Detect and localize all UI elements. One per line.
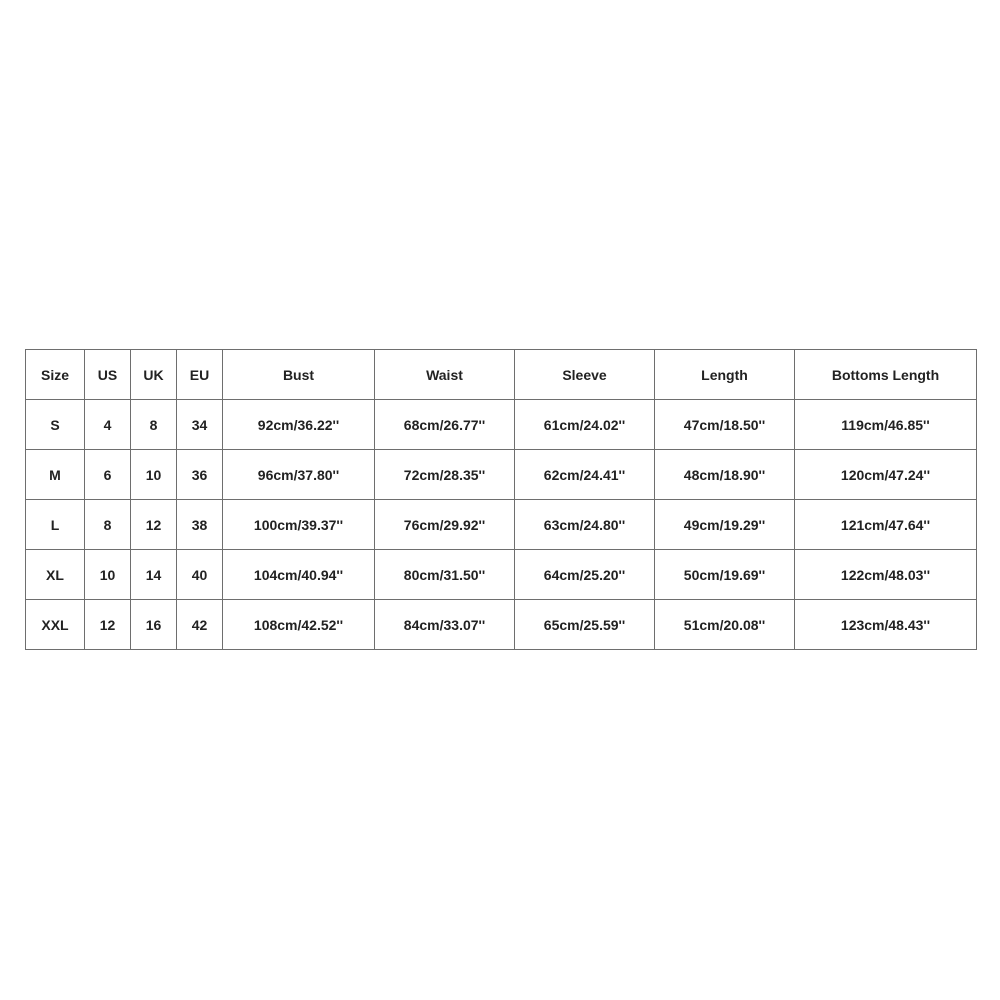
- table-row: [26, 450, 977, 500]
- cell-sleeve: 61cm/24.02'': [515, 400, 655, 450]
- header-bust: Bust: [223, 350, 375, 400]
- table-row: [26, 500, 977, 550]
- cell-eu: 38: [177, 500, 223, 550]
- cell-sleeve: 63cm/24.80'': [515, 500, 655, 550]
- cell-bottoms-length: 120cm/47.24'': [795, 450, 977, 500]
- cell-uk: 12: [131, 500, 177, 550]
- cell-bottoms-length: 123cm/48.43'': [795, 600, 977, 650]
- cell-length: 47cm/18.50'': [655, 400, 795, 450]
- cell-us: 12: [85, 600, 131, 650]
- cell-us: 4: [85, 400, 131, 450]
- cell-bust: 96cm/37.80'': [223, 450, 375, 500]
- cell-length: 50cm/19.69'': [655, 550, 795, 600]
- cell-bust: 108cm/42.52'': [223, 600, 375, 650]
- cell-uk: 14: [131, 550, 177, 600]
- header-sleeve: Sleeve: [515, 350, 655, 400]
- cell-uk: 10: [131, 450, 177, 500]
- header-bottoms-length: Bottoms Length: [795, 350, 977, 400]
- table-header-row: [26, 350, 977, 400]
- cell-waist: 76cm/29.92'': [375, 500, 515, 550]
- cell-size: S: [26, 400, 85, 450]
- header-waist: Waist: [375, 350, 515, 400]
- cell-length: 48cm/18.90'': [655, 450, 795, 500]
- cell-length: 49cm/19.29'': [655, 500, 795, 550]
- cell-us: 6: [85, 450, 131, 500]
- cell-bust: 104cm/40.94'': [223, 550, 375, 600]
- cell-eu: 34: [177, 400, 223, 450]
- cell-size: XXL: [26, 600, 85, 650]
- cell-us: 10: [85, 550, 131, 600]
- cell-bust: 92cm/36.22'': [223, 400, 375, 450]
- cell-eu: 40: [177, 550, 223, 600]
- cell-eu: 42: [177, 600, 223, 650]
- cell-eu: 36: [177, 450, 223, 500]
- cell-bust: 100cm/39.37'': [223, 500, 375, 550]
- header-uk: UK: [131, 350, 177, 400]
- cell-sleeve: 64cm/25.20'': [515, 550, 655, 600]
- cell-sleeve: 62cm/24.41'': [515, 450, 655, 500]
- table-row: [26, 550, 977, 600]
- cell-us: 8: [85, 500, 131, 550]
- cell-size: M: [26, 450, 85, 500]
- cell-waist: 80cm/31.50'': [375, 550, 515, 600]
- header-length: Length: [655, 350, 795, 400]
- cell-bottoms-length: 122cm/48.03'': [795, 550, 977, 600]
- header-us: US: [85, 350, 131, 400]
- cell-size: L: [26, 500, 85, 550]
- header-eu: EU: [177, 350, 223, 400]
- cell-waist: 84cm/33.07'': [375, 600, 515, 650]
- table-row: [26, 400, 977, 450]
- cell-sleeve: 65cm/25.59'': [515, 600, 655, 650]
- cell-waist: 72cm/28.35'': [375, 450, 515, 500]
- cell-waist: 68cm/26.77'': [375, 400, 515, 450]
- cell-uk: 8: [131, 400, 177, 450]
- header-size: Size: [26, 350, 85, 400]
- cell-uk: 16: [131, 600, 177, 650]
- cell-length: 51cm/20.08'': [655, 600, 795, 650]
- size-chart-table: [25, 349, 977, 650]
- cell-size: XL: [26, 550, 85, 600]
- table-row: [26, 600, 977, 650]
- cell-bottoms-length: 121cm/47.64'': [795, 500, 977, 550]
- cell-bottoms-length: 119cm/46.85'': [795, 400, 977, 450]
